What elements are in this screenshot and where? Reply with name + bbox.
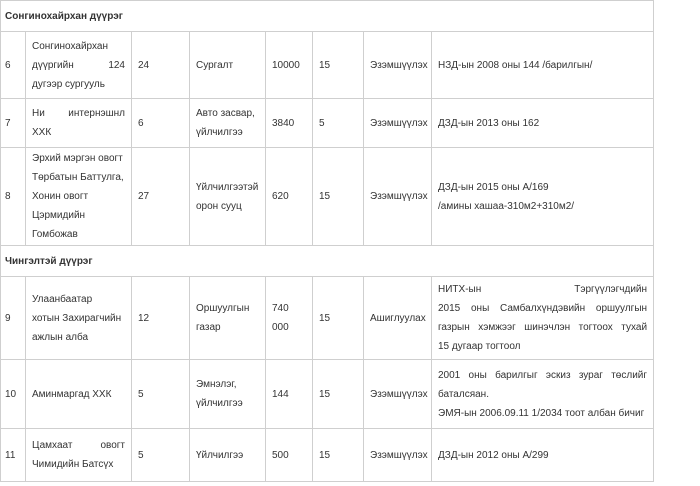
cell-legal-basis — [432, 32, 654, 99]
cell-area — [266, 148, 313, 246]
district-name: Сонгинохайрхан дүүрэг — [1, 1, 654, 32]
cell-years: 15 — [313, 277, 364, 360]
cell-area — [266, 277, 313, 360]
cell-legal-basis-line: НИТХ-ын Тэргүүлэгчдийн — [438, 284, 648, 295]
cell-legal-basis-line: НЗД-ын 2008 оны 144 /барилгын/ — [438, 59, 593, 71]
cell-count: 12 — [132, 277, 190, 360]
cell-years: 15 — [313, 32, 364, 99]
cell-ownership-type: Эзэмшүүлэх — [364, 148, 432, 246]
cell-area — [266, 360, 313, 429]
cell-number: 9 — [1, 277, 26, 360]
cell-area — [266, 32, 313, 99]
cell-holder-name — [26, 32, 132, 99]
district-header-row — [1, 246, 654, 277]
cell-area-line: 3840 — [272, 117, 295, 129]
table-row — [1, 277, 654, 360]
cell-years: 15 — [313, 360, 364, 429]
cell-number: 10 — [1, 360, 26, 429]
cell-legal-basis-line: баталсяан. — [438, 388, 489, 400]
table-row — [1, 99, 654, 148]
table-row — [1, 148, 654, 246]
cell-holder-name-line: ажлын алба — [32, 331, 89, 343]
cell-number: 8 — [1, 148, 26, 246]
cell-years: 15 — [313, 429, 364, 482]
cell-holder-name-line: Цамхаат овогт — [32, 440, 125, 451]
cell-count: 27 — [132, 148, 190, 246]
cell-area-line: 740 — [272, 303, 289, 314]
cell-count: 5 — [132, 429, 190, 482]
cell-legal-basis-line: ДЗД-ын 2015 оны А/169 — [438, 181, 549, 193]
cell-holder-name-line: Чимидийн Батсүх — [32, 459, 114, 470]
cell-purpose — [190, 277, 266, 360]
cell-holder-name-line: Улаанбаатар — [32, 293, 93, 305]
cell-holder-name-line: Хонин овогт — [32, 191, 89, 202]
cell-purpose — [190, 148, 266, 246]
cell-ownership-type: Эзэмшүүлэх — [364, 360, 432, 429]
cell-legal-basis — [432, 99, 654, 148]
cell-holder-name — [26, 429, 132, 482]
cell-holder-name — [26, 360, 132, 429]
cell-purpose-line: Эмнэлэг, — [196, 379, 237, 390]
cell-legal-basis — [432, 429, 654, 482]
cell-holder-name-line: Төрбатын Баттулга, — [32, 172, 124, 183]
cell-legal-basis-line: /амины хашаа-310м2+310м2/ — [438, 200, 575, 212]
cell-holder-name-line: ХХК — [32, 127, 52, 138]
cell-count: 24 — [132, 32, 190, 99]
cell-legal-basis-line: 2001 оны барилгыг эскиз зураг төслийг — [438, 369, 648, 381]
cell-legal-basis — [432, 277, 654, 360]
cell-legal-basis-line: газрын хэмжээг шинэчлэн тогтоох тухай — [438, 322, 648, 333]
cell-holder-name-line: дүүргийн 124 — [32, 59, 125, 71]
cell-holder-name-line: Сонгинохайрхан — [32, 40, 108, 52]
cell-legal-basis-line: 2015 оны Самбалхүндэвийн оршуулгын — [438, 303, 648, 314]
cell-area-line: 000 — [272, 322, 289, 333]
cell-count: 6 — [132, 99, 190, 148]
cell-holder-name-line: Эрхий мэргэн овогт — [32, 153, 123, 164]
cell-holder-name — [26, 148, 132, 246]
cell-ownership-type: Эзэмшүүлэх — [364, 99, 432, 148]
cell-ownership-type: Эзэмшүүлэх — [364, 32, 432, 99]
cell-ownership-type: Эзэмшүүлэх — [364, 429, 432, 482]
cell-purpose — [190, 32, 266, 99]
cell-legal-basis-line: ДЗД-ын 2013 оны 162 — [438, 117, 540, 129]
cell-years: 15 — [313, 148, 364, 246]
cell-area-line: 500 — [272, 449, 289, 461]
cell-purpose-line: үйлчилгээ — [196, 398, 243, 409]
table-row — [1, 32, 654, 99]
cell-holder-name — [26, 277, 132, 360]
cell-purpose-line: үйлчилгээ — [196, 127, 243, 138]
cell-holder-name-line: Аминмаргад ХХК — [32, 388, 112, 400]
cell-purpose-line: газар — [196, 322, 221, 333]
cell-holder-name-line: хотын Захирагчийн — [32, 312, 122, 324]
cell-area — [266, 429, 313, 482]
district-name: Чингэлтэй дүүрэг — [1, 246, 654, 277]
cell-legal-basis — [432, 148, 654, 246]
cell-purpose-line: Оршуулгын — [196, 303, 250, 314]
cell-purpose-line: Сургалт — [196, 59, 234, 71]
cell-legal-basis-line: ЭМЯ-ын 2006.09.11 1/2034 тоот албан бичиг — [438, 407, 645, 419]
cell-legal-basis-line: 15 дугаар тогтоол — [438, 341, 521, 352]
cell-number: 7 — [1, 99, 26, 148]
cell-purpose-line: Авто засвар, — [196, 108, 255, 119]
cell-purpose — [190, 360, 266, 429]
cell-holder-name-line: Ни интернэшнл — [32, 108, 125, 119]
cell-area — [266, 99, 313, 148]
cell-area-line: 620 — [272, 191, 289, 202]
cell-purpose-line: Үйлчилгээ — [196, 449, 244, 461]
cell-holder-name — [26, 99, 132, 148]
cell-holder-name-line: Цэрмидийн — [32, 210, 86, 221]
table-row — [1, 429, 654, 482]
cell-holder-name-line: дугээр сургууль — [32, 78, 105, 90]
cell-area-line: 10000 — [272, 59, 300, 71]
cell-purpose-line: Үйлчилгээтэй — [196, 181, 259, 193]
district-header-row — [1, 1, 654, 32]
cell-ownership-type: Ашиглуулах — [364, 277, 432, 360]
table-row — [1, 360, 654, 429]
cell-count: 5 — [132, 360, 190, 429]
cell-legal-basis — [432, 360, 654, 429]
cell-number: 6 — [1, 32, 26, 99]
cell-area-line: 144 — [272, 388, 289, 400]
cell-holder-name-line: Гомбожав — [32, 229, 78, 240]
cell-purpose — [190, 429, 266, 482]
cell-purpose-line: орон сууц — [196, 200, 242, 212]
cell-legal-basis-line: ДЗД-ын 2012 оны А/299 — [438, 449, 549, 461]
cell-purpose — [190, 99, 266, 148]
cell-years: 5 — [313, 99, 364, 148]
cell-number: 11 — [1, 429, 26, 482]
